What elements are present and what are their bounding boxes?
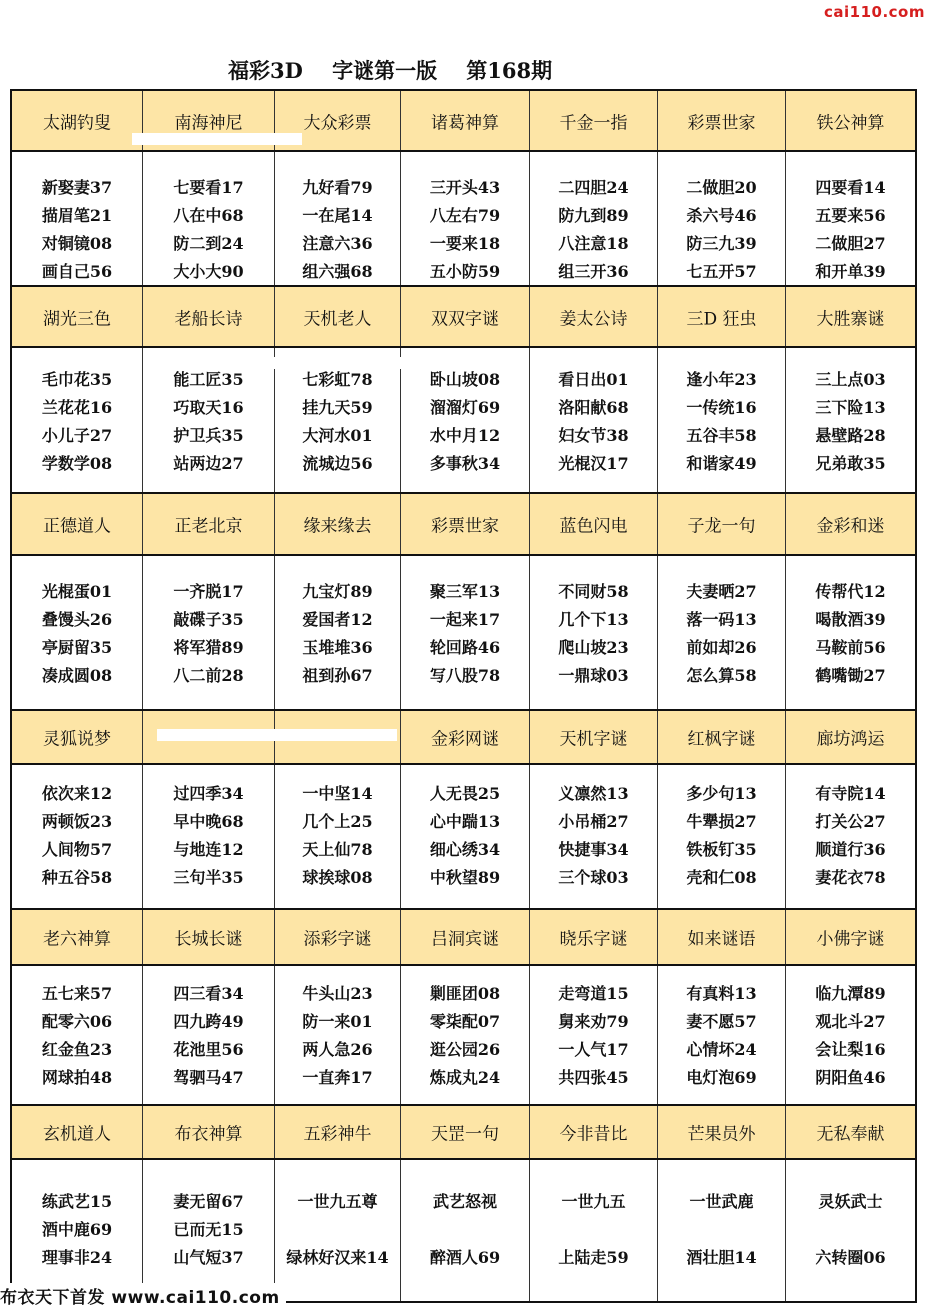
riddle-line: 三下险13 <box>815 398 886 417</box>
column-header <box>530 910 658 964</box>
column-header <box>401 711 530 763</box>
riddle-line: 前如却26 <box>686 638 757 657</box>
riddle-line: 爬山坡23 <box>558 638 629 657</box>
riddle-cell <box>786 765 915 908</box>
riddle-cell <box>658 966 786 1104</box>
riddle-line: 快捷事34 <box>558 840 629 859</box>
riddle-line: 六转圈06 <box>815 1248 886 1267</box>
column-header <box>530 287 658 346</box>
riddle-line: 临九潭89 <box>815 984 886 1003</box>
column-header <box>275 1106 401 1158</box>
author-name: 红枫字谜 <box>687 729 756 750</box>
riddle-cell <box>401 966 530 1104</box>
riddle-line: 四三看34 <box>173 984 244 1003</box>
riddle-line: 多少句13 <box>686 784 757 803</box>
column-header <box>786 91 915 150</box>
author-name: 灵狐说梦 <box>43 729 111 750</box>
author-name: 彩票世家 <box>431 516 499 537</box>
column-header <box>143 910 275 964</box>
author-name: 今非昔比 <box>559 1124 628 1145</box>
riddle-line: 细心绣34 <box>429 840 501 859</box>
riddle-line: 山气短37 <box>173 1248 244 1267</box>
riddle-line: 将军猎89 <box>173 638 244 657</box>
riddle-line: 心情坏24 <box>686 1040 757 1059</box>
riddle-line: 大河水01 <box>302 426 373 445</box>
author-name: 蓝色闪电 <box>559 516 628 537</box>
riddle-line: 理事非24 <box>41 1248 113 1267</box>
column-header <box>12 494 143 554</box>
footer-credit: 布衣天下首发 www.cai110.com <box>0 1283 286 1308</box>
column-header <box>786 910 915 964</box>
column-header <box>12 91 143 150</box>
riddle-line: 挂九天59 <box>302 398 373 417</box>
riddle-line: 祖到孙67 <box>302 666 373 685</box>
author-name: 千金一指 <box>559 113 628 133</box>
author-name: 小佛字谜 <box>816 929 885 950</box>
column-header <box>12 1106 143 1158</box>
riddle-line: 防三九39 <box>686 234 757 253</box>
riddle-line: 叠馒头26 <box>41 610 113 629</box>
riddle-line <box>530 1216 657 1244</box>
riddle-line: 三上点03 <box>815 370 886 389</box>
riddle-cell <box>786 152 915 285</box>
riddle-line: 七五开57 <box>686 262 757 281</box>
riddle-line: 八在中68 <box>173 206 244 225</box>
riddle-cell <box>658 765 786 908</box>
riddle-cell <box>401 152 530 285</box>
column-header <box>658 287 786 346</box>
riddle-line: 花池里56 <box>173 1040 244 1059</box>
header-row <box>12 908 915 966</box>
riddle-line: 绿林好汉来14 <box>286 1248 389 1267</box>
riddle-cell <box>143 152 275 285</box>
author-name: 湖光三色 <box>43 309 111 329</box>
riddle-line: 杀六号46 <box>686 206 757 225</box>
riddle-line: 轮回路46 <box>429 638 501 657</box>
riddle-cell <box>143 348 275 492</box>
riddle-line: 多事秋34 <box>429 454 501 473</box>
riddle-cell <box>143 765 275 908</box>
riddle-line: 怎么算58 <box>686 666 757 685</box>
author-name: 太湖钓叟 <box>43 113 111 133</box>
riddle-line: 种五谷58 <box>41 868 113 887</box>
riddle-cell <box>658 1160 786 1303</box>
site-watermark: cai110.com <box>824 3 925 21</box>
riddle-line: 有寺院14 <box>815 784 886 803</box>
riddle-line: 和谐家49 <box>686 454 757 473</box>
riddle-cell <box>275 348 401 492</box>
riddle-line: 武艺怒视 <box>432 1192 497 1211</box>
riddle-line: 零柒配07 <box>429 1012 501 1031</box>
riddle-line: 观北斗27 <box>815 1012 886 1031</box>
erasure-mark <box>267 357 412 369</box>
riddle-line: 顺道行36 <box>815 840 886 859</box>
riddle-cell <box>530 765 658 908</box>
column-header <box>143 1106 275 1158</box>
riddle-cell <box>401 556 530 709</box>
author-name: 正老北京 <box>174 516 243 537</box>
header-row <box>12 709 915 765</box>
riddle-cell <box>530 1160 658 1303</box>
column-header <box>401 91 530 150</box>
riddle-line: 八二前28 <box>173 666 244 685</box>
column-header <box>401 287 530 346</box>
answer-row <box>12 152 915 285</box>
column-header <box>401 1106 530 1158</box>
riddle-line: 逢小年23 <box>686 370 757 389</box>
author-name: 天机字谜 <box>559 729 628 750</box>
riddle-cell <box>143 556 275 709</box>
riddle-cell <box>530 152 658 285</box>
author-name: 双双字谜 <box>431 309 499 329</box>
column-header <box>12 287 143 346</box>
author-name: 姜太公诗 <box>559 309 628 329</box>
author-name: 大胜寨谜 <box>816 309 885 329</box>
riddle-line: 五小防59 <box>429 262 501 281</box>
author-name: 铁公神算 <box>816 113 885 133</box>
riddle-cell <box>658 348 786 492</box>
author-name: 芒果员外 <box>687 1124 756 1145</box>
riddle-line: 妻不愿57 <box>686 1012 757 1031</box>
author-name: 南海神尼 <box>174 113 243 133</box>
riddle-line <box>658 1216 785 1244</box>
author-name: 彩票世家 <box>687 113 756 133</box>
riddle-line: 早中晚68 <box>173 812 244 831</box>
page-title: 福彩3D 字谜第一版 第168期 <box>228 58 553 83</box>
header-row <box>12 1104 915 1160</box>
riddle-cell <box>530 556 658 709</box>
riddle-line: 铁板钉35 <box>686 840 757 859</box>
riddle-line: 三句半35 <box>173 868 244 887</box>
column-header <box>658 711 786 763</box>
riddle-line: 七要看17 <box>173 178 244 197</box>
riddle-line: 玉堆堆36 <box>302 638 373 657</box>
riddle-table <box>10 89 917 1303</box>
riddle-line: 牛犟损27 <box>686 812 757 831</box>
riddle-line: 大小大90 <box>173 262 244 281</box>
riddle-line: 七彩虹78 <box>302 370 373 389</box>
author-name: 三D 狂虫 <box>686 309 757 329</box>
riddle-line: 悬壁路28 <box>815 426 886 445</box>
riddle-line: 剿匪团08 <box>429 984 501 1003</box>
riddle-line: 一鼎球03 <box>558 666 629 685</box>
riddle-line: 组六强68 <box>302 262 373 281</box>
riddle-line: 一传统16 <box>686 398 757 417</box>
riddle-line: 爱国者12 <box>302 610 373 629</box>
author-name: 五彩神牛 <box>303 1124 372 1145</box>
author-name: 子龙一句 <box>687 516 756 537</box>
riddle-line: 两人急26 <box>302 1040 373 1059</box>
riddle-line: 三个球03 <box>558 868 629 887</box>
author-name: 添彩字谜 <box>303 929 372 950</box>
riddle-line: 画自己56 <box>41 262 113 281</box>
answer-row <box>12 966 915 1104</box>
riddle-line: 防九到89 <box>558 206 629 225</box>
riddle-line: 护卫兵35 <box>173 426 244 445</box>
riddle-line: 夫妻晒27 <box>686 582 757 601</box>
column-header <box>658 494 786 554</box>
riddle-line: 兄弟敢35 <box>815 454 886 473</box>
author-name: 老六神算 <box>43 929 111 950</box>
riddle-line: 防二到24 <box>173 234 244 253</box>
riddle-line: 一世九五尊 <box>297 1192 378 1211</box>
column-header <box>530 91 658 150</box>
author-name: 诸葛神算 <box>431 113 499 133</box>
riddle-cell <box>143 1160 275 1303</box>
erasure-mark <box>157 729 397 741</box>
riddle-line: 站两边27 <box>173 454 244 473</box>
riddle-line: 舅来劝79 <box>558 1012 629 1031</box>
author-name: 布衣神算 <box>174 1124 243 1145</box>
author-name: 吕洞宾谜 <box>431 929 499 950</box>
riddle-cell <box>275 1160 401 1303</box>
riddle-line: 三开头43 <box>429 178 501 197</box>
riddle-line: 配零六06 <box>41 1012 113 1031</box>
riddle-line: 已而无15 <box>173 1220 244 1239</box>
riddle-cell <box>12 152 143 285</box>
riddle-line: 一要来18 <box>429 234 501 253</box>
riddle-line: 走弯道15 <box>558 984 629 1003</box>
riddle-line: 防一来01 <box>302 1012 373 1031</box>
riddle-line: 一直奔17 <box>302 1068 373 1087</box>
author-name: 无私奉献 <box>816 1124 885 1145</box>
erasure-mark <box>132 133 302 145</box>
riddle-line: 人无畏25 <box>429 784 501 803</box>
riddle-cell <box>275 966 401 1104</box>
author-name: 金彩和迷 <box>816 516 885 537</box>
riddle-line: 心中踹13 <box>429 812 501 831</box>
riddle-cell <box>401 765 530 908</box>
column-header <box>275 494 401 554</box>
riddle-line: 八注意18 <box>558 234 629 253</box>
column-header <box>530 494 658 554</box>
column-header <box>658 91 786 150</box>
riddle-line: 一世九五 <box>561 1192 626 1211</box>
riddle-line: 小吊桶27 <box>558 812 629 831</box>
column-header <box>143 494 275 554</box>
author-name: 晓乐字谜 <box>559 929 628 950</box>
riddle-line: 四要看14 <box>815 178 886 197</box>
riddle-line: 两顿饭23 <box>41 812 113 831</box>
riddle-line: 酒壮胆14 <box>686 1248 757 1267</box>
riddle-line: 水中月12 <box>429 426 501 445</box>
riddle-line: 天上仙78 <box>302 840 373 859</box>
column-header <box>275 910 401 964</box>
riddle-line: 红金鱼23 <box>41 1040 113 1059</box>
riddle-line: 洛阳献68 <box>558 398 629 417</box>
author-name: 廊坊鸿运 <box>816 729 885 750</box>
riddle-line: 一人气17 <box>558 1040 629 1059</box>
column-header <box>786 1106 915 1158</box>
column-header <box>143 287 275 346</box>
riddle-line: 流城边56 <box>302 454 373 473</box>
riddle-cell <box>12 556 143 709</box>
column-header <box>658 910 786 964</box>
author-name: 金彩网谜 <box>431 729 499 750</box>
riddle-line: 九宝灯89 <box>302 582 373 601</box>
riddle-cell <box>275 152 401 285</box>
riddle-line: 巧取天16 <box>173 398 244 417</box>
riddle-line: 妻无留67 <box>173 1192 244 1211</box>
riddle-line: 逛公园26 <box>429 1040 501 1059</box>
author-name: 天罡一句 <box>431 1124 499 1145</box>
riddle-line: 不同财58 <box>558 582 629 601</box>
header-row <box>12 285 915 348</box>
author-name: 正德道人 <box>43 516 111 537</box>
riddle-line: 几个下13 <box>558 610 629 629</box>
riddle-line: 一起来17 <box>429 610 501 629</box>
riddle-line: 妻花衣78 <box>815 868 886 887</box>
answer-row <box>12 556 915 709</box>
riddle-line <box>275 1216 400 1244</box>
riddle-line: 学数学08 <box>41 454 113 473</box>
riddle-line: 练武艺15 <box>41 1192 113 1211</box>
author-name: 大众彩票 <box>303 113 372 133</box>
riddle-line: 会让梨16 <box>815 1040 886 1059</box>
riddle-cell <box>12 765 143 908</box>
riddle-line: 网球拍48 <box>41 1068 113 1087</box>
riddle-line: 新娶妻37 <box>41 178 113 197</box>
riddle-line: 炼成丸24 <box>429 1068 501 1087</box>
riddle-line: 妇女节38 <box>558 426 629 445</box>
column-header <box>530 1106 658 1158</box>
riddle-line: 几个上25 <box>302 812 373 831</box>
header-row <box>12 492 915 556</box>
riddle-line: 二做胆27 <box>815 234 886 253</box>
column-header <box>12 711 143 763</box>
riddle-line: 对铜镜08 <box>41 234 113 253</box>
riddle-line: 上陆走59 <box>558 1248 629 1267</box>
riddle-line: 亭厨留35 <box>41 638 113 657</box>
riddle-line: 光棍汉17 <box>558 454 629 473</box>
riddle-line: 二做胆20 <box>686 178 757 197</box>
riddle-cell <box>786 556 915 709</box>
riddle-line: 人间物57 <box>41 840 113 859</box>
riddle-line: 聚三军13 <box>429 582 501 601</box>
riddle-line: 一中坚14 <box>302 784 373 803</box>
riddle-line: 球挨球08 <box>302 868 373 887</box>
riddle-line: 小儿子27 <box>41 426 113 445</box>
riddle-cell <box>12 348 143 492</box>
riddle-line: 壳和仁08 <box>686 868 757 887</box>
riddle-line: 马鞍前56 <box>815 638 886 657</box>
riddle-line: 一在尾14 <box>302 206 373 225</box>
riddle-line: 五要来56 <box>815 206 886 225</box>
author-name: 长城长谜 <box>174 929 243 950</box>
riddle-line: 驾驷马47 <box>173 1068 244 1087</box>
riddle-line: 传帮代12 <box>815 582 886 601</box>
riddle-line: 依次来12 <box>41 784 113 803</box>
riddle-line: 过四季34 <box>173 784 244 803</box>
riddle-cell <box>401 1160 530 1303</box>
riddle-line: 敲碟子35 <box>173 610 244 629</box>
riddle-line: 四九跨49 <box>173 1012 244 1031</box>
riddle-cell <box>658 152 786 285</box>
riddle-line: 毛巾花35 <box>41 370 113 389</box>
riddle-line: 灵妖武士 <box>818 1192 883 1211</box>
riddle-line: 卧山坡08 <box>429 370 501 389</box>
riddle-line: 酒中鹿69 <box>41 1220 113 1239</box>
riddle-cell <box>786 348 915 492</box>
riddle-cell <box>401 348 530 492</box>
answer-row <box>12 765 915 908</box>
riddle-cell <box>12 1160 143 1303</box>
riddle-cell <box>12 966 143 1104</box>
riddle-line: 共四张45 <box>558 1068 629 1087</box>
riddle-line: 喝散酒39 <box>815 610 886 629</box>
riddle-line: 八左右79 <box>429 206 501 225</box>
author-name: 玄机道人 <box>43 1124 111 1145</box>
author-name: 天机老人 <box>303 309 372 329</box>
riddle-line <box>786 1216 915 1244</box>
riddle-cell <box>658 556 786 709</box>
author-name: 缘来缘去 <box>303 516 372 537</box>
riddle-line: 打关公27 <box>815 812 886 831</box>
column-header <box>658 1106 786 1158</box>
column-header <box>401 494 530 554</box>
riddle-line: 电灯泡69 <box>686 1068 757 1087</box>
column-header <box>401 910 530 964</box>
riddle-line: 光棍蛋01 <box>41 582 113 601</box>
riddle-line: 能工匠35 <box>173 370 244 389</box>
riddle-line: 五谷丰58 <box>686 426 757 445</box>
riddle-line: 五七来57 <box>41 984 113 1003</box>
answer-row <box>12 1160 915 1303</box>
answer-row <box>12 348 915 492</box>
riddle-cell <box>275 765 401 908</box>
riddle-line: 注意六36 <box>302 234 373 253</box>
riddle-cell <box>143 966 275 1104</box>
author-name: 如来谜语 <box>687 929 756 950</box>
riddle-line: 牛头山23 <box>302 984 373 1003</box>
riddle-line: 醉酒人69 <box>429 1248 501 1267</box>
riddle-line: 落一码13 <box>686 610 757 629</box>
riddle-line: 中秋望89 <box>429 868 501 887</box>
riddle-line: 鹤嘴锄27 <box>815 666 886 685</box>
column-header <box>275 287 401 346</box>
riddle-line <box>401 1216 529 1244</box>
riddle-cell <box>275 556 401 709</box>
riddle-line: 组三开36 <box>558 262 629 281</box>
riddle-line: 与地连12 <box>173 840 244 859</box>
author-name: 老船长诗 <box>174 309 243 329</box>
column-header <box>786 711 915 763</box>
riddle-line: 九好看79 <box>302 178 373 197</box>
riddle-line: 和开单39 <box>815 262 886 281</box>
column-header <box>530 711 658 763</box>
riddle-line: 描眉笔21 <box>41 206 113 225</box>
riddle-cell <box>530 966 658 1104</box>
riddle-cell <box>786 1160 915 1303</box>
riddle-line: 写八股78 <box>429 666 501 685</box>
column-header <box>786 494 915 554</box>
riddle-line: 二四胆24 <box>558 178 629 197</box>
riddle-line: 一齐脱17 <box>173 582 244 601</box>
riddle-line: 兰花花16 <box>41 398 113 417</box>
riddle-cell <box>786 966 915 1104</box>
riddle-line: 一世武鹿 <box>689 1192 754 1211</box>
riddle-line: 有真料13 <box>686 984 757 1003</box>
riddle-line: 溜溜灯69 <box>429 398 501 417</box>
column-header <box>12 910 143 964</box>
column-header <box>786 287 915 346</box>
riddle-line: 看日出01 <box>558 370 629 389</box>
riddle-line: 凑成圆08 <box>41 666 113 685</box>
riddle-line: 阴阳鱼46 <box>815 1068 886 1087</box>
riddle-line: 义凛然13 <box>558 784 629 803</box>
riddle-cell <box>530 348 658 492</box>
